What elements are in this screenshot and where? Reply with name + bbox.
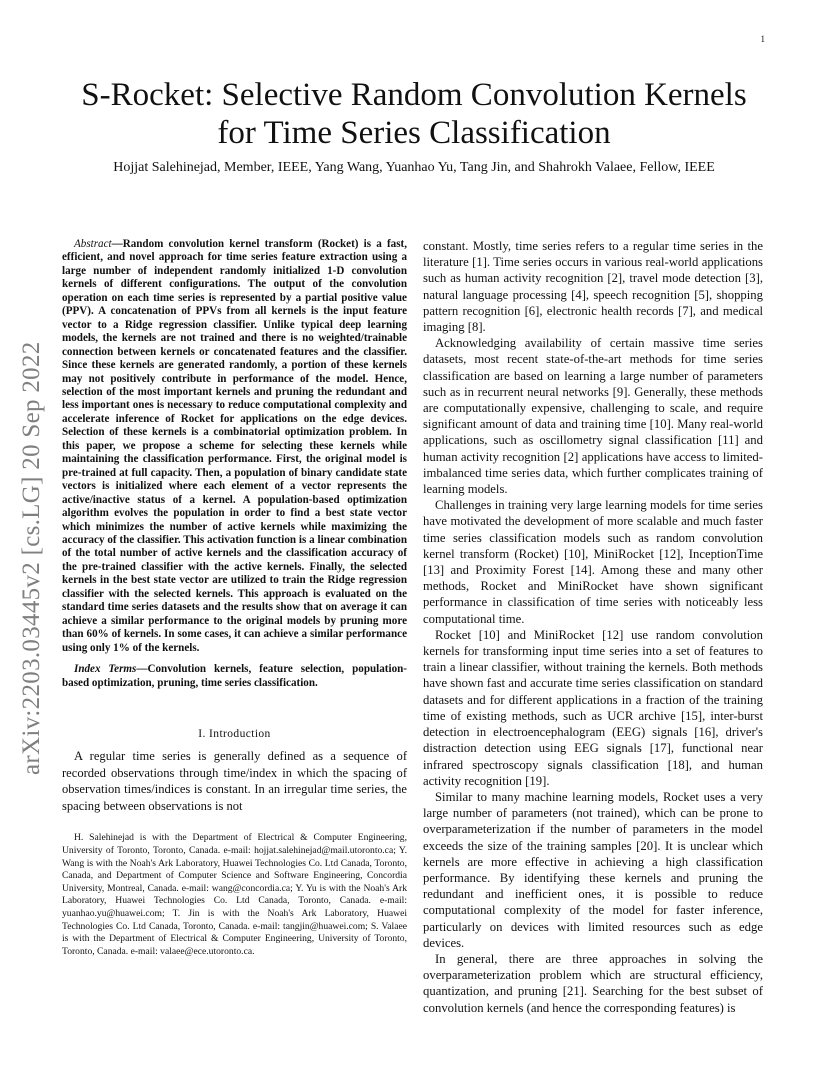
right-column [423, 238, 763, 1016]
section-heading: I. Introduction [198, 727, 271, 740]
body-paragraph: Acknowledging availability of certain massive time series datasets, most recent state-of-the-art methods for time series classification are based on learning a large number of parameters such as in recurrent neural networks [9]. Generally, these methods are computationally expensive, challenging to scale, and require significant amount of data and training time [10]. Many real-world applications, such as oscillometry signal classification [11] and human activity recognition [2] applications have access to limited-imbalanced time series data, which further complicates training of learning models. [423, 336, 763, 497]
abstract-label: Abstract [74, 238, 112, 250]
body-paragraph: Rocket [10] and MiniRocket [12] use random convolution kernels for transforming input time series into a set of features to train a linear classifier, without training the kernels. Both methods have shown fast and accurate time series classification on standard datasets and for different applications in a fraction of the training time of existing methods, such as UCR archive [15], inter-burst detection in electroencephalogram (EEG) signals [16], driver's distraction detection using EEG signals [17], functional near infrared spectroscopy signals classification [18], and human activity recognition [19]. [423, 627, 763, 788]
body-paragraph: Challenges in training very large learning models for time series have motivated the development of more scalable and much faster time series classification models such as random convolution kernel transform (Rocket) [10], MiniRocket [12], InceptionTime [13] and Proximity Forest [14]. Among these and many other methods, Rocket and MiniRocket have shown significant performance in classification of time series with noticeably less computational time. [423, 498, 763, 626]
index-terms-text: Convolution kernels, feature selection, population-based optimization, pruning, time series classification. [62, 663, 407, 689]
index-terms-label: Index Terms [74, 663, 137, 676]
author-list: Hojjat Salehinejad, Member, IEEE, Yang Wang, Yuanhao Yu, Tang Jin, and Shahrokh Valaee, Fellow, IEEE [113, 160, 715, 175]
index-terms: Index Terms—Convolution kernels, feature selection, population-based optimization, pruning, time series classification. [62, 663, 407, 689]
abstract-text: Random convolution kernel transform (Rocket) is a fast, efficient, and novel approach for time series feature extraction using a large number of independent randomly initialized 1-D convolution kernels of different configurations. The output of the convolution operation on each time series is represented by a partial positive value (PPV). A concatenation of PPVs from all kernels is the input feature vector to a Ridge regression classifier. Unlike typical deep learning models, the kernels are not trained and there is no weighted/trainable connection between kernels or concatenated features and the classifier. Since these kernels are generated randomly, a portion of these kernels may not positively contribute in performance of the model. Hence, selection of the most important kernels and pruning the redundant and less important ones is necessary to reduce computational complexity and accelerate inference of Rocket for applications on the edge devices. Selection of these kernels is a combinatorial optimization problem. In this paper, we propose a scheme for selecting these kernels while maintaining the classification performance. First, the original model is pre-trained at full capacity. Then, a population of binary candidate state vectors is initialized where each element of a vector represents the active/inactive status of a kernel. A population-based optimization algorithm evolves the population in order to find a best state vector which minimizes the number of active kernels while maximizing the accuracy of the classifier. This activation function is a linear combination of the total number of active kernels and the classification accuracy of the pre-trained classifier with the active kernels. Finally, the selected kernels in the best state vector are utilized to train the Ridge regression classifier with the selected kernels. This approach is evaluated on the standard time series datasets and the results show that on average it can achieve a similar performance to the original models by pruning more than 60% of kernels. In some cases, it can achieve a similar performance using only 1% of the kernels. [62, 238, 407, 654]
body-paragraph: In general, there are three approaches in solving the overparameterization problem which are structural efficiency, quantization, and pruning [21]. Searching for the best subset of convolution kernels (and hence the corresponding features) is [423, 951, 763, 1015]
paper-title: S-Rocket: Selective Random Convolution Kernels for Time Series Classification [81, 77, 747, 151]
page-number: 1 [760, 34, 765, 44]
left-column [62, 238, 407, 958]
abstract: Abstract—Random convolution kernel transform (Rocket) is a fast, efficient, and novel approach for time series feature extraction using a large number of independent randomly initialized 1-D convolution kernels of different configurations. The output of the convolution operation on each time series is represented by a partial positive value (PPV). A concatenation of PPVs from all kernels is the input feature vector to a Ridge regression classifier. Unlike typical deep learning models, the kernels are not trained and there is no weighted/trainable connection between kernels or concatenated features and the classifier. Since these kernels are generated randomly, a portion of these kernels may not positively contribute in performance of the model. Hence, selection of the most important kernels and pruning the redundant and less important ones is necessary to reduce computational complexity and accelerate inference of Rocket for applications on the edge devices. Selection of these kernels is a combinatorial optimization problem. In this paper, we propose a scheme for selecting these kernels while maintaining the classification performance. First, the original model is pre-trained at full capacity. Then, a population of binary candidate state vectors is initialized where each element of a vector represents the active/inactive status of a kernel. A population-based optimization algorithm evolves the population in order to find a best state vector which minimizes the number of active kernels while maximizing the accuracy of the classifier. This activation function is a linear combination of the total number of active kernels and the classification accuracy of the pre-trained classifier with the active kernels. Finally, the selected kernels in the best state vector are utilized to train the Ridge regression classifier with the selected kernels. This approach is evaluated on the standard time series datasets and the results show that on average it can achieve a similar performance to the original models by pruning more than 60% of kernels. In some cases, it can achieve a similar performance using only 1% of the kernels. [62, 238, 407, 654]
author-footnote: H. Salehinejad is with the Department of Electrical & Computer Engineering, University of Toronto, Toronto, Canada. e-mail: hojjat.salehinejad@mail.utoronto.ca; Y. Wang is with the Noah's Ark Laboratory, Huawei Technologies Co. Ltd Canada, Toronto, Canada, and Department of Computer Science and Software Engineering, Concordia University, Montreal, Canada. e-mail: wang@concordia.ca; Y. Yu is with the Noah's Ark Laboratory, Huawei Technologies Co. Ltd Canada, Toronto, Canada. e-mail: yuanhao.yu@huawei.com; T. Jin is with the Noah's Ark Laboratory, Huawei Technologies Co. Ltd Canada, Toronto, Canada. e-mail: tangjin@huawei.com; S. Valaee is with the Department of Electrical & Computer Engineering, University of Toronto, Toronto, Canada. e-mail: valaee@ece.utoronto.ca. [62, 832, 407, 957]
body-paragraph: Similar to many machine learning models, Rocket uses a very large number of parameters (not trained), which can be prone to overparameterization if the number of parameters in the model exceeds the size of the training samples [20]. It is unclear which kernels are more effective in achieving a high classification performance. By identifying these kernels and pruning the redundant and inefficient ones, it is possible to reduce computational complexity of the model for faster inference, particularly on devices with limited resources such as edge devices. [423, 789, 763, 950]
body-paragraph: constant. Mostly, time series refers to a regular time series in the literature [1]. Time series occurs in various real-world applications such as human activity recognition [2], travel mode detection [3], natural language processing [4], speech recognition [5], shopping pattern recognition [6], electronic health records [7], and medical imaging [8]. [423, 239, 763, 335]
arxiv-identifier: arXiv:2203.03445v2 [cs.LG] 20 Sep 2022 [18, 341, 45, 775]
intro-paragraph: A regular time series is generally defined as a sequence of recorded observations through time/index in which the spacing of observation times/indices is constant. In an irregular time series, the spacing between observations is not [62, 749, 407, 813]
